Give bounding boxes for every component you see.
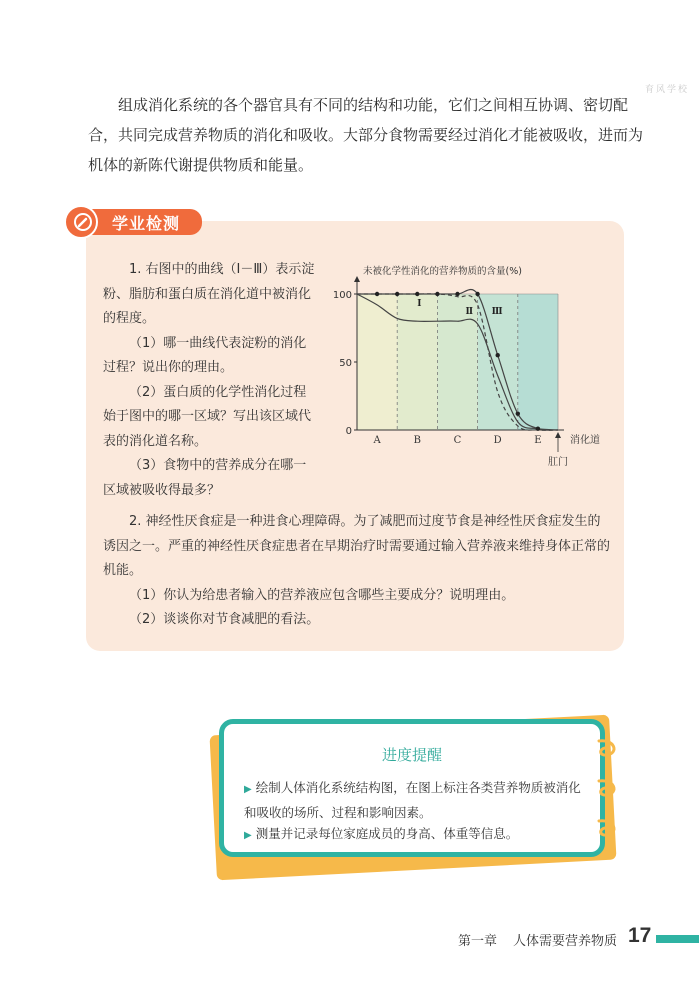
- digestion-chart: [330, 258, 650, 476]
- q2-sub1: （1）你认为给患者输入的营养液应包含哪些主要成分？说明理由。: [129, 587, 515, 603]
- chart-y-tick-label: 100: [332, 290, 352, 301]
- reminder-card: [219, 719, 605, 857]
- chart-series-point: [375, 292, 379, 296]
- reminder-item-2: ▶ 测量并记录每位家庭成员的身高、体重等信息。: [244, 826, 519, 841]
- chart-annotation-arrowhead: [555, 432, 561, 438]
- badge-circle: [64, 205, 98, 239]
- question-2: [103, 510, 613, 633]
- chart-series-label: Ⅱ: [465, 307, 474, 317]
- intro-paragraph: 组成消化系统的各个器官具有不同的结构和功能，它们之间相互协调、密切配合，共同完成营养物质的消化和吸收。大部分食物需要经过消化才能被吸收，进而为机体的新陈代谢提供物质和能量。: [88, 96, 644, 174]
- chapter-footer: [458, 930, 617, 949]
- question-1: [103, 258, 317, 503]
- chart-series-point: [475, 292, 479, 296]
- chart-series-point: [536, 426, 540, 430]
- q2-stem: 2. 神经性厌食症是一种进食心理障碍。为了减肥而过度节食是神经性厌食症发生的诱因之一。严重的神经性厌食症患者在早期治疗时需要通过输入营养液来维持身体正常的机能。: [103, 514, 611, 578]
- page-number: 17: [628, 924, 652, 947]
- chart-series-point: [455, 292, 459, 296]
- reminder-title: 进度提醒: [381, 746, 442, 764]
- chart-title: 未被化学性消化的营养物质的含量(%): [363, 266, 522, 277]
- chart-y-tick-label: 0: [345, 426, 352, 437]
- chart-series-point: [516, 411, 520, 415]
- chart-x-tick-label: C: [453, 435, 462, 446]
- q1-sub3: （3）食物中的营养成分在哪一区域被吸收得最多？: [103, 458, 307, 498]
- spiral-ring-icon: [595, 817, 621, 857]
- reminder-item-1: ▶ 绘制人体消化系统结构图，在图上标注各类营养物质被消化和吸收的场所、过程和影响因素。: [244, 780, 581, 820]
- chart-series-label: Ⅲ: [491, 307, 503, 317]
- chart-x-tick-label: B: [413, 435, 421, 446]
- chart-annotation: 肛门: [548, 457, 568, 468]
- exam-title: 学业检测: [112, 214, 181, 233]
- q1-stem: 1. 右图中的曲线（Ⅰ－Ⅲ）表示淀粉、脂肪和蛋白质在消化道中被消化的程度。: [103, 262, 315, 326]
- triangle-bullet-icon: ▶: [244, 784, 252, 795]
- q1-sub1: （1）哪一曲线代表淀粉的消化过程？说出你的理由。: [103, 335, 307, 375]
- chart-y-axis-arrow: [354, 276, 360, 282]
- chart-region-E: [518, 294, 558, 430]
- pencil-icon: [73, 212, 93, 232]
- exam-badge: [64, 205, 202, 239]
- chart-series-point: [496, 353, 500, 357]
- spiral-ring-icon: [595, 737, 621, 777]
- chapter-title: 人体需要营养物质: [512, 934, 617, 949]
- chart-region-B: [397, 294, 437, 430]
- chart-series-point: [435, 292, 439, 296]
- footer-accent-bar: [656, 935, 699, 943]
- chart-x-tick-label: E: [534, 435, 542, 446]
- chart-series-label: Ⅰ: [417, 299, 422, 309]
- q1-sub2: （2）蛋白质的化学性消化过程始于图中的哪一区域？写出该区域代表的消化道名称。: [103, 384, 312, 449]
- chart-series-point: [415, 292, 419, 296]
- chapter-label: 第一章: [457, 934, 497, 949]
- chart-series-point: [395, 292, 399, 296]
- progress-reminder: [205, 715, 625, 875]
- watermark: 育风学校: [644, 85, 689, 95]
- q2-sub2: （2）谈谈你对节食减肥的看法。: [129, 612, 320, 627]
- chart-x-tick-label: A: [373, 435, 381, 446]
- triangle-bullet-icon: ▶: [244, 830, 252, 841]
- spiral-ring-icon: [595, 777, 621, 817]
- chart-x-tick-label: D: [493, 435, 502, 446]
- chart-x-label: 消化道: [570, 435, 600, 446]
- chart-y-tick-label: 50: [339, 358, 352, 369]
